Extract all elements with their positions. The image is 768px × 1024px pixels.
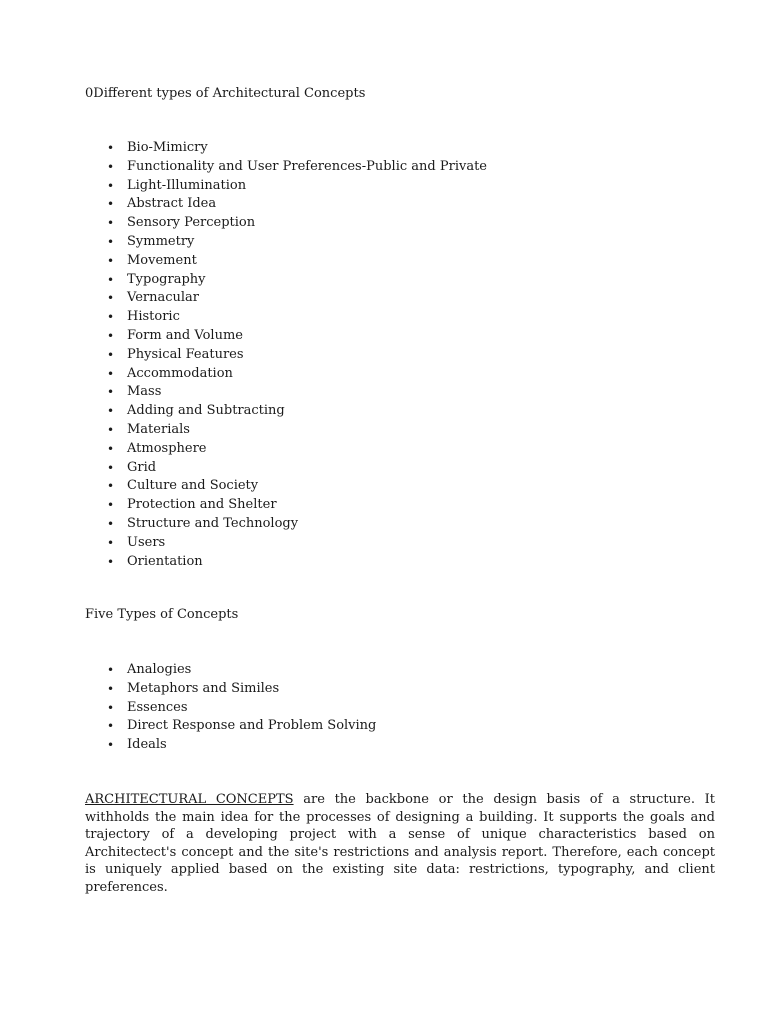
list-item [85,553,487,572]
list-item [85,139,487,158]
list-item [85,440,487,459]
list-item [85,214,487,233]
list-item [85,233,487,252]
five-types-list [85,661,376,755]
list-item-label: Sensory Perception [127,215,256,231]
list-item [85,699,376,718]
list-item-label: Materials [127,421,190,437]
bullet-icon: • [107,404,115,419]
bullet-icon: • [107,141,115,155]
bullet-icon: • [107,272,115,287]
list-item [85,717,376,736]
list-item [85,477,487,496]
list-item [85,177,487,196]
list-item [85,252,487,271]
bullet-icon: • [107,719,115,734]
list-item [85,365,487,384]
list-item-label: Bio-Mimicry [127,140,208,155]
list-item [85,736,376,755]
bullet-icon: • [107,216,115,231]
list-item-label: Direct Response and Problem Solving [127,718,377,734]
list-item [85,289,487,308]
list-item-label: Structure and Technology [127,515,299,531]
bullet-icon: • [107,178,115,193]
list-item-label: Adding and Subtracting [127,403,285,419]
architectural-concepts-list [85,139,487,571]
list-item-label: Mass [127,384,162,400]
list-item [85,308,487,327]
list-item-label: Physical Features [127,346,244,362]
paragraph-body: are the backbone or the design basis of a structure. It withholds the main idea for the processes of designing a building. It supports the goals and trajectory of a developing project with a sense of unique characteristics based on Architectect's concept and the site's restrictions and analysis report. Therefore, each concept is uniquely applied based on the existing site data: restrictions, typography, and client preferences. [85,792,715,895]
list-item-label: Movement [127,252,197,268]
list-item-label: Culture and Society [127,478,259,494]
bullet-icon: • [107,498,115,513]
bullet-icon: • [107,159,115,174]
list-item [85,496,487,515]
bullet-icon: • [107,700,115,715]
bullet-icon: • [107,441,115,456]
bullet-icon: • [107,347,115,362]
list-item-label: Vernacular [127,290,200,306]
list-item-label: Abstract Idea [127,196,217,212]
list-item [85,271,487,290]
list-item-label: Symmetry [127,233,195,249]
bullet-icon: • [107,460,115,475]
list-item-label: Form and Volume [127,327,243,343]
list-item-label: Metaphors and Similes [127,680,280,696]
list-item-label: Users [127,534,166,550]
bullet-icon: • [107,328,115,343]
list-item-label: Essences [127,699,188,715]
list-item [85,534,487,553]
list-item-label: Protection and Shelter [127,497,277,513]
bullet-icon: • [107,197,115,212]
list-item [85,158,487,177]
list-item [85,421,487,440]
definition-paragraph [85,791,715,896]
list-item-label: Typography [127,271,206,287]
list-item-label: Atmosphere [127,440,207,456]
list-item-label: Analogies [127,662,192,677]
bullet-icon: • [107,554,115,569]
bullet-icon: • [107,516,115,531]
list-item [85,327,487,346]
list-item [85,402,487,421]
list-item [85,661,376,680]
bullet-icon: • [107,366,115,381]
list-item [85,195,487,214]
list-item [85,383,487,402]
list-item-label: Accommodation [127,365,233,381]
list-item-label: Historic [127,309,180,325]
list-item-label: Ideals [127,737,167,753]
list-item [85,459,487,478]
bullet-icon: • [107,291,115,306]
bullet-icon: • [107,479,115,494]
bullet-icon: • [107,310,115,325]
list-item [85,680,376,699]
list-item-label: Orientation [127,553,203,569]
section-heading-architectural-concepts: 0Different types of Architectural Concepts [85,86,366,101]
list-item-label: Functionality and User Preferences-Public and Private [127,158,487,174]
bullet-icon: • [107,738,115,753]
bullet-icon: • [107,234,115,249]
list-item [85,346,487,365]
bullet-icon: • [107,253,115,268]
architectural-concepts-term: ARCHITECTURAL CONCEPTS [85,792,294,807]
bullet-icon: • [107,663,115,677]
bullet-icon: • [107,422,115,437]
bullet-icon: • [107,681,115,696]
bullet-icon: • [107,385,115,400]
section-heading-five-types: Five Types of Concepts [85,607,239,622]
list-item-label: Grid [127,459,157,475]
list-item [85,515,487,534]
list-item-label: Light-Illumination [127,177,247,193]
bullet-icon: • [107,535,115,550]
